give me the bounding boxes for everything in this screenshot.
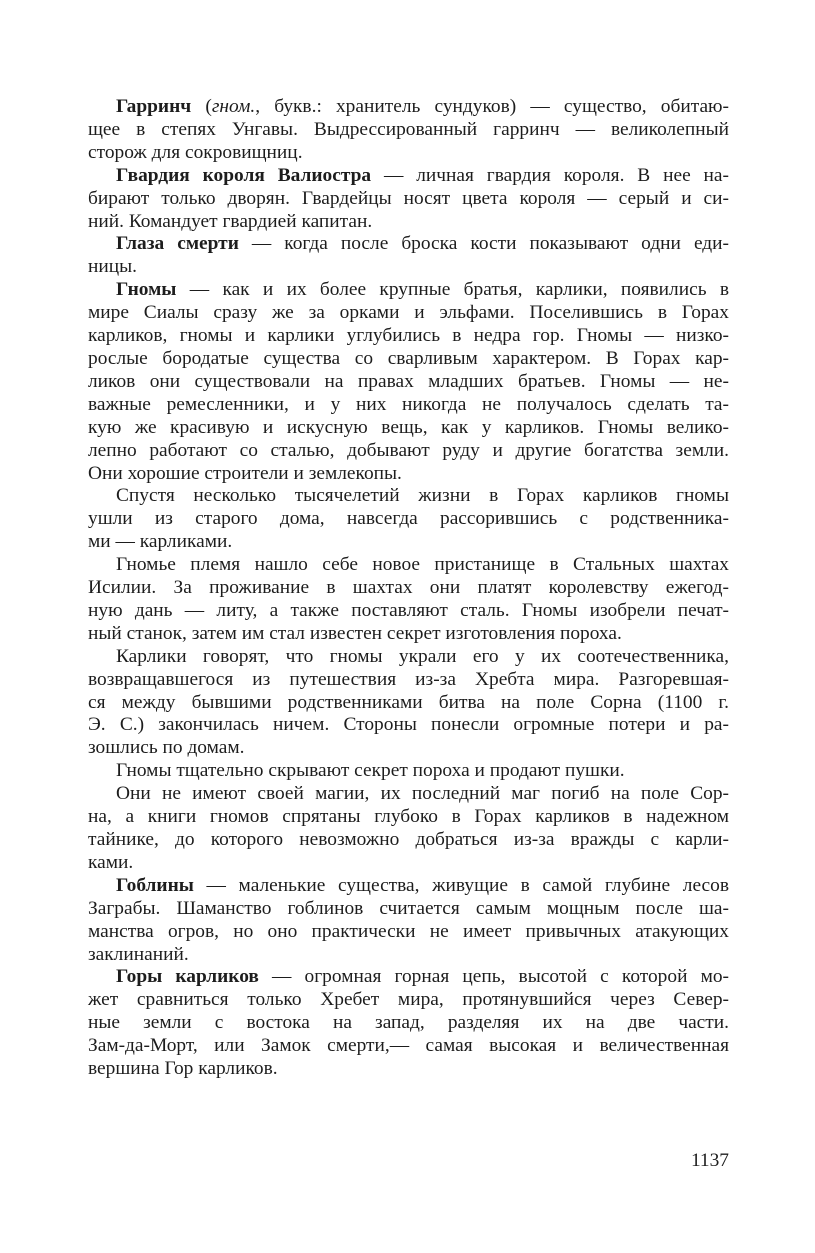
text-run: Гномы тщательно скрывают секрет пороха и продают пушки. xyxy=(116,760,625,782)
text-run: мире Сиалы сразу же за орками и эльфами. Поселившись в Горах xyxy=(88,302,729,324)
text-run: ний. Командует гвардией капитан. xyxy=(88,210,373,232)
paragraph xyxy=(88,875,729,967)
paragraph xyxy=(88,783,729,875)
text-line xyxy=(88,371,729,394)
text-line xyxy=(88,669,729,692)
text-line xyxy=(88,531,729,554)
text-line xyxy=(88,417,729,440)
text-line xyxy=(88,1035,729,1058)
text-line xyxy=(88,119,729,142)
text-run: — как и их более крупные братья, карлики, появились в xyxy=(176,279,729,301)
text-line xyxy=(88,760,729,783)
text-run: ушли из старого дома, навсегда рассорившись с родственника- xyxy=(88,508,729,530)
text-line xyxy=(88,279,729,302)
text-run: ми — карликами. xyxy=(88,531,233,553)
text-line xyxy=(88,165,729,188)
text-run: возвращавшегося из путешествия из-за Хребта мира. Разгоревшая- xyxy=(88,668,729,690)
text-run: ную дань — литу, а также поставляют сталь. Гномы изобрели печат- xyxy=(88,599,729,621)
term-heading: Горы карликов xyxy=(116,966,259,988)
text-line xyxy=(88,714,729,737)
text-line xyxy=(88,485,729,508)
text-line xyxy=(88,646,729,669)
text-run: Зам-да-Морт, или Замок смерти,— самая высокая и величественная xyxy=(88,1035,729,1057)
text-line xyxy=(88,256,729,279)
text-line xyxy=(88,737,729,760)
paragraph xyxy=(88,646,729,761)
text-line xyxy=(88,989,729,1012)
text-line xyxy=(88,211,729,234)
text-run: тайнике, до которого невозможно добраться из-за вражды с карли- xyxy=(88,829,729,850)
text-run: Спустя несколько тысячелетий жизни в Горах карликов гномы xyxy=(116,485,729,507)
paragraph xyxy=(88,485,729,554)
text-line xyxy=(88,463,729,486)
text-line xyxy=(88,921,729,944)
text-line xyxy=(88,966,729,989)
text-run: , букв.: хранитель сундуков) — существо, обитаю- xyxy=(255,96,729,117)
text-run: Заграбы. Шаманство гоблинов считается самым мощным после ша- xyxy=(88,897,729,919)
paragraph xyxy=(88,760,729,783)
text-run: — огромная горная цепь, высотой с которой мо- xyxy=(258,966,729,988)
text-run: Исилии. За проживание в шахтах они платят королевству ежегод- xyxy=(88,577,729,599)
text-run: кую же красивую и искусную вещь, как у карликов. Гномы велико- xyxy=(88,416,729,438)
text-line xyxy=(88,394,729,417)
text-line xyxy=(88,188,729,211)
text-line xyxy=(88,96,729,119)
text-run: ликов они существовали на правах младших братьев. Гномы — не- xyxy=(88,370,729,392)
abbreviation: гном. xyxy=(211,96,256,117)
paragraph xyxy=(88,554,729,646)
text-run: лепно работают со сталью, добывают руду и другие богатства земли. xyxy=(88,439,729,461)
text-run: вершина Гор карликов. xyxy=(88,1058,278,1080)
page-number: 1137 xyxy=(690,1150,729,1171)
page-text xyxy=(88,96,729,1081)
text-line xyxy=(88,577,729,600)
text-line xyxy=(88,554,729,577)
text-line xyxy=(88,1058,729,1081)
term-heading: Гномы xyxy=(116,279,177,301)
text-run: карликов, гномы и карлики углубились в недра гор. Гномы — низко- xyxy=(88,325,729,347)
paragraph xyxy=(88,96,729,165)
text-line xyxy=(88,348,729,371)
text-run: сторож для сокровищниц. xyxy=(88,141,303,163)
text-run: манства огров, но оно практически не имеет привычных атакующих xyxy=(88,920,729,942)
text-run: ницы. xyxy=(88,256,138,278)
paragraph xyxy=(88,279,729,485)
text-run: щее в степях Унгавы. Выдрессированный гарринч — великолепный xyxy=(88,118,729,140)
text-line xyxy=(88,325,729,348)
text-line xyxy=(88,852,729,875)
text-run: Карлики говорят, что гномы украли его у их соотечественника, xyxy=(116,645,729,667)
text-run: рослые бородатые существа со сварливым характером. В Горах кар- xyxy=(88,347,729,369)
term-heading: Гвардия короля Валиостра xyxy=(116,164,372,186)
text-line xyxy=(88,944,729,967)
text-line xyxy=(88,142,729,165)
text-line xyxy=(88,302,729,325)
term-heading: Гоблины xyxy=(116,874,194,896)
text-run: Гномье племя нашло себе новое пристанище в Стальных шахтах xyxy=(116,554,729,576)
paragraph xyxy=(88,233,729,279)
text-run: заклинаний. xyxy=(88,943,189,965)
text-run: ( xyxy=(191,96,212,117)
paragraph xyxy=(88,966,729,1081)
text-run: важные ремесленники, и у них никогда не получалось сделать та- xyxy=(88,393,729,415)
text-line xyxy=(88,1012,729,1035)
text-line xyxy=(88,233,729,256)
text-run: ные земли с востока на запад, разделяя их на две части. xyxy=(88,1012,729,1034)
text-line xyxy=(88,440,729,463)
text-run: ный станок, затем им стал известен секрет изготовления пороха. xyxy=(88,622,622,644)
text-line xyxy=(88,508,729,531)
text-run: — личная гвардия короля. В нее на- xyxy=(371,164,729,186)
text-line xyxy=(88,600,729,623)
paragraph xyxy=(88,165,729,234)
text-run: Они не имеют своей магии, их последний маг погиб на поле Сор- xyxy=(116,783,729,805)
term-heading: Гарринч xyxy=(116,96,192,117)
text-run: — когда после броска кости показывают одни еди- xyxy=(238,233,729,255)
text-run: на, а книги гномов спрятаны глубоко в Горах карликов в надежном xyxy=(88,806,729,828)
text-run: бирают только дворян. Гвардейцы носят цвета короля — серый и си- xyxy=(88,187,729,209)
text-run: зошлись по домам. xyxy=(88,737,245,759)
text-run: жет сравниться только Хребет мира, протянувшийся через Север- xyxy=(88,989,729,1011)
text-run: ся между бывшими родственниками битва на поле Сорна (1100 г. xyxy=(88,691,729,713)
text-line xyxy=(88,806,729,829)
text-line xyxy=(88,898,729,921)
text-line xyxy=(88,692,729,715)
text-line xyxy=(88,783,729,806)
text-line xyxy=(88,875,729,898)
text-run: ками. xyxy=(88,851,134,873)
text-run: Э. С.) закончилась ничем. Стороны понесли огромные потери и ра- xyxy=(88,714,729,736)
text-run: — маленькие существа, живущие в самой глубине лесов xyxy=(193,874,729,896)
text-line xyxy=(88,623,729,646)
text-line xyxy=(88,829,729,852)
term-heading: Глаза смерти xyxy=(116,233,239,255)
text-run: Они хорошие строители и землекопы. xyxy=(88,462,402,484)
